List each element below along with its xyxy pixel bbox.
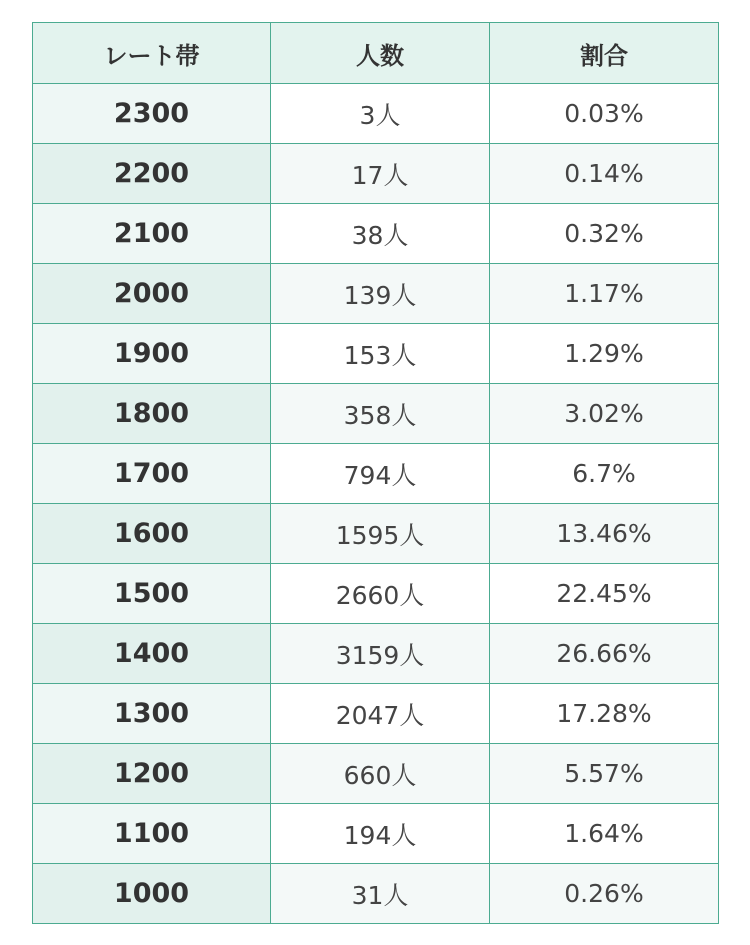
table-row (33, 144, 719, 204)
table-row (33, 864, 719, 924)
ratio-cell: 0.14% (490, 144, 719, 204)
rate-band-cell: 2300 (33, 84, 271, 144)
table-row (33, 204, 719, 264)
ratio-cell: 0.26% (490, 864, 719, 924)
table-row (33, 384, 719, 444)
player-count-cell: 794人 (271, 444, 490, 504)
rate-band-cell: 2000 (33, 264, 271, 324)
player-count-cell: 31人 (271, 864, 490, 924)
ratio-cell: 17.28% (490, 684, 719, 744)
rate-distribution-table (32, 22, 719, 924)
rate-band-cell: 1900 (33, 324, 271, 384)
player-count-cell: 17人 (271, 144, 490, 204)
ratio-cell: 1.64% (490, 804, 719, 864)
table-row (33, 684, 719, 744)
player-count-cell: 139人 (271, 264, 490, 324)
table-row (33, 564, 719, 624)
header-rate-band: レート帯 (33, 23, 271, 84)
player-count-cell: 1595人 (271, 504, 490, 564)
table-row (33, 84, 719, 144)
header-ratio: 割合 (490, 23, 719, 84)
ratio-cell: 5.57% (490, 744, 719, 804)
ratio-cell: 6.7% (490, 444, 719, 504)
table-header-row (33, 23, 719, 84)
table-row (33, 264, 719, 324)
player-count-cell: 3159人 (271, 624, 490, 684)
rate-band-cell: 1400 (33, 624, 271, 684)
table-row (33, 804, 719, 864)
rate-band-cell: 1000 (33, 864, 271, 924)
table-row (33, 444, 719, 504)
rate-band-cell: 1500 (33, 564, 271, 624)
player-count-cell: 153人 (271, 324, 490, 384)
rate-band-cell: 1200 (33, 744, 271, 804)
rate-band-cell: 1100 (33, 804, 271, 864)
rate-band-cell: 1600 (33, 504, 271, 564)
ratio-cell: 26.66% (490, 624, 719, 684)
header-player-count: 人数 (271, 23, 490, 84)
player-count-cell: 194人 (271, 804, 490, 864)
rate-band-cell: 1800 (33, 384, 271, 444)
ratio-cell: 0.32% (490, 204, 719, 264)
ratio-cell: 0.03% (490, 84, 719, 144)
ratio-cell: 22.45% (490, 564, 719, 624)
table-row (33, 504, 719, 564)
table-row (33, 324, 719, 384)
ratio-cell: 1.17% (490, 264, 719, 324)
rate-band-cell: 1300 (33, 684, 271, 744)
rate-band-cell: 2100 (33, 204, 271, 264)
player-count-cell: 358人 (271, 384, 490, 444)
rate-band-cell: 2200 (33, 144, 271, 204)
player-count-cell: 38人 (271, 204, 490, 264)
ratio-cell: 3.02% (490, 384, 719, 444)
ratio-cell: 1.29% (490, 324, 719, 384)
rate-band-cell: 1700 (33, 444, 271, 504)
table-row (33, 624, 719, 684)
player-count-cell: 2047人 (271, 684, 490, 744)
player-count-cell: 2660人 (271, 564, 490, 624)
player-count-cell: 660人 (271, 744, 490, 804)
ratio-cell: 13.46% (490, 504, 719, 564)
player-count-cell: 3人 (271, 84, 490, 144)
table-row (33, 744, 719, 804)
